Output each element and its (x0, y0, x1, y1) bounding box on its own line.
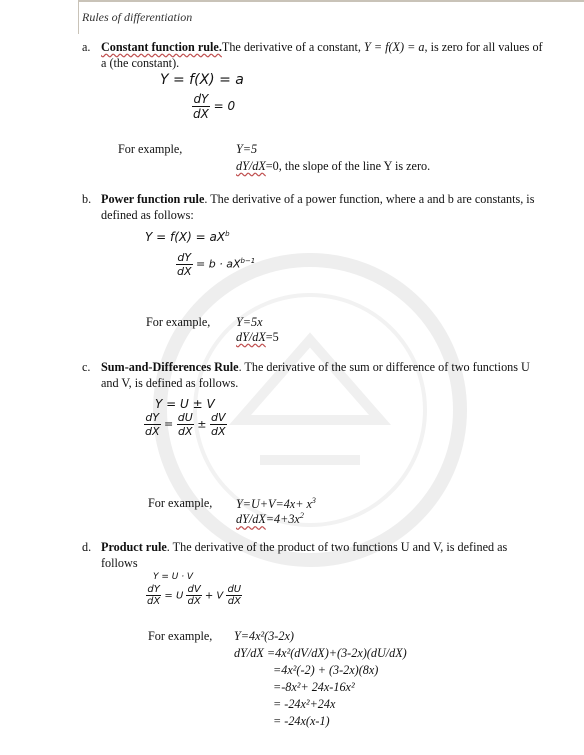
section-c-example-line1: $Y=U+V=4x+ x^3$ (236, 496, 316, 512)
section-a-heading: Constant function rule. (101, 40, 222, 54)
section-d-step-5: = -24x²+24x (273, 697, 336, 711)
section-a-label: a. (82, 40, 91, 54)
page-left-border (78, 0, 79, 34)
section-a-example-line1: Y=5 (236, 142, 258, 156)
section-b-label: b. (82, 192, 92, 206)
section-c-label: c. (82, 360, 91, 374)
section-c-equation-2: $\frac{dY}{dX}$ = $\frac{dU}{dX}$ ± $\frac{dV}{dX}$ (145, 411, 226, 438)
section-d-step-2: dY/dX =4x²(dV/dX)+(3-2x)(dU/dX) (234, 646, 407, 660)
page-title: Rules of differentiation (82, 10, 193, 24)
section-b-equation-1: $Y = f(X) = aX^b$ (145, 230, 230, 244)
section-c-example-label: For example, (148, 496, 213, 510)
section-b-example-line2: dY/dX=5 (236, 330, 279, 344)
section-d-label: d. (82, 540, 92, 554)
section-c-heading: Sum-and-Differences Rule (101, 360, 239, 374)
section-a-equation-2: $\frac{dY}{dX}$ = 0 (193, 92, 236, 121)
section-d-text: Product rule. The derivative of the product of two functions U and V, is defined as follows (101, 540, 508, 570)
section-a-example-line2: dY/dX=0, the slope of the line Y is zero. (236, 159, 431, 173)
section-b-heading: Power function rule (101, 192, 205, 206)
section-a-example-label: For example, (118, 142, 183, 156)
section-d-step-1: Y=4x²(3-2x) (234, 629, 294, 643)
section-b-equation-2: $\frac{dY}{dX}$ = $b \cdot aX^{b-1}$ (177, 251, 256, 278)
section-b-text: Power function rule. The derivative of a power function, where a and b are constants, is defined as follows: (101, 192, 535, 222)
section-d-equation-2: $\frac{dY}{dX}$ = U $\frac{dV}{dX}$ + V $\frac{dU}{dX}$ (147, 584, 242, 607)
section-d-step-4: =-8x²+ 24x-16x² (273, 680, 355, 694)
section-d-heading: Product rule (101, 540, 167, 554)
page-top-border (78, 0, 584, 2)
section-d-equation-1: Y = U · V (153, 572, 194, 582)
section-c-text: Sum-and-Differences Rule. The derivative of the sum or difference of two functions U and V, is defined as follows. (101, 360, 530, 390)
section-a-equation-1: Y = f(X) = a (160, 72, 244, 88)
section-d-example-label: For example, (148, 629, 213, 643)
section-b-example-line1: Y=5x (236, 315, 263, 329)
section-b-example-label: For example, (146, 315, 211, 329)
section-d-step-3: =4x²(-2) + (3-2x)(8x) (273, 663, 379, 677)
section-c-example-line2: $dY/dX=4+3x^2$ (236, 511, 304, 527)
section-c-equation-1: Y = U ± V (155, 397, 215, 411)
section-a-text: Constant function rule.The derivative of a constant, Y = f(X) = a, is zero for all values of a (the constant). (101, 40, 543, 70)
section-d-step-6: = -24x(x-1) (273, 714, 330, 728)
